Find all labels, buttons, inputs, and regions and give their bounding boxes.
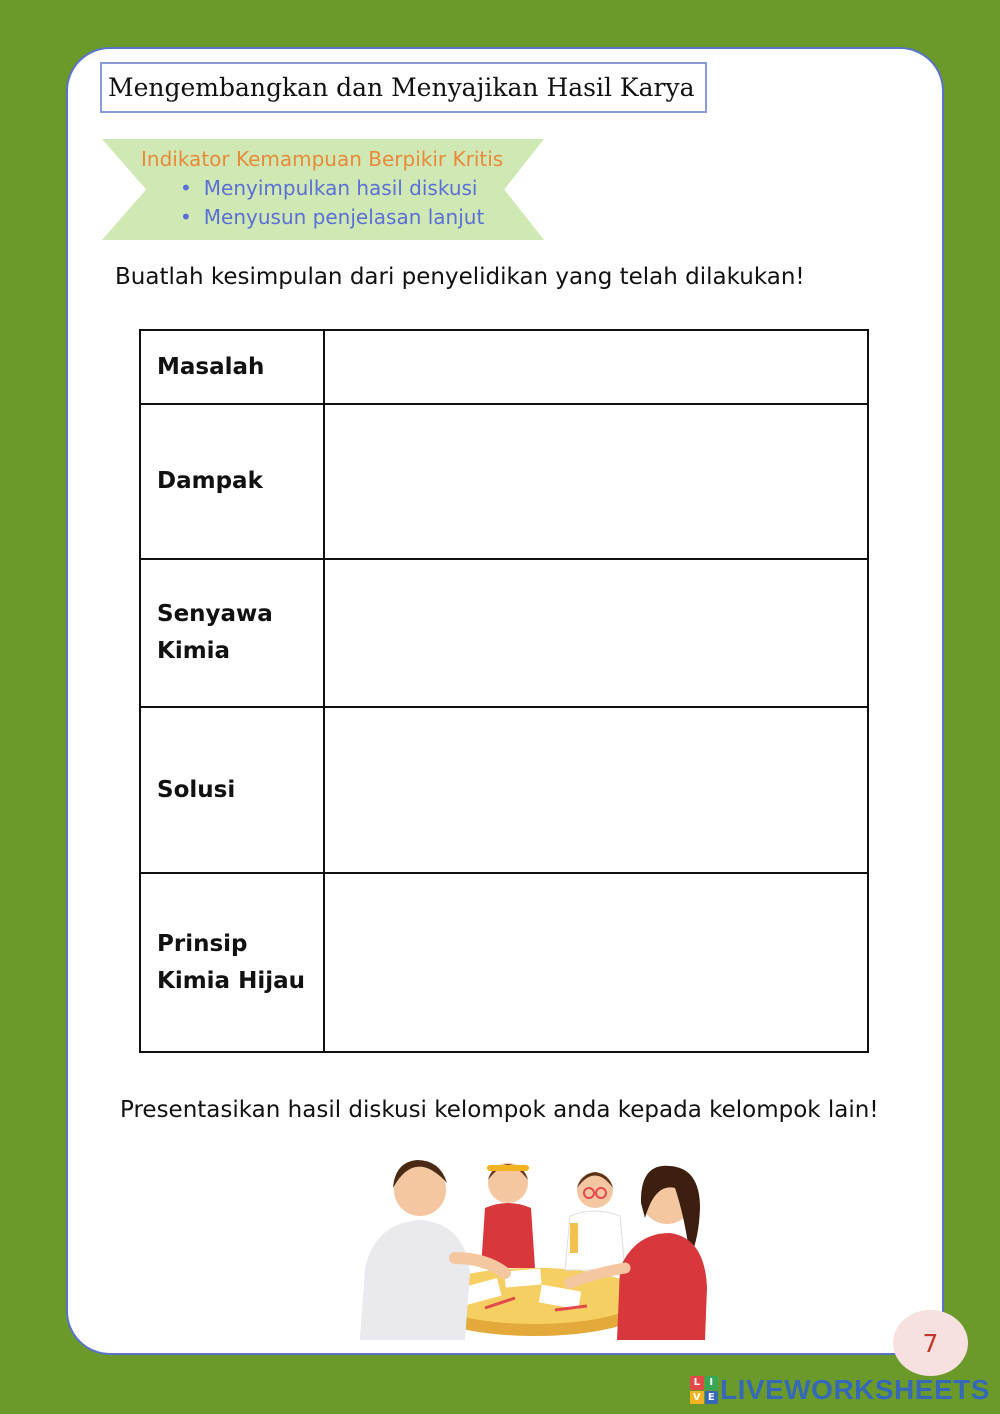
answer-cell-masalah[interactable] <box>324 330 868 404</box>
page-title: Mengembangkan dan Menyajikan Hasil Karya <box>108 73 695 102</box>
row-label-dampak: Dampak <box>140 404 324 559</box>
row-label-prinsip-kimia-hijau: Prinsip Kimia Hijau <box>140 873 324 1052</box>
table-row <box>140 404 868 559</box>
indicator-item: • Menyusun penjelasan lanjut <box>180 205 484 229</box>
answer-cell-dampak[interactable] <box>324 404 868 559</box>
answer-cell-prinsip-kimia-hijau[interactable] <box>324 873 868 1052</box>
row-label-masalah: Masalah <box>140 330 324 404</box>
instruction-presentation: Presentasikan hasil diskusi kelompok anda kepada kelompok lain! <box>120 1097 879 1123</box>
table-row <box>140 873 868 1052</box>
page-title-box <box>100 62 707 113</box>
answer-cell-senyawa-kimia[interactable] <box>324 559 868 707</box>
indicator-heading: Indikator Kemampuan Berpikir Kritis <box>141 147 504 171</box>
conclusion-table <box>139 329 869 1053</box>
row-label-solusi: Solusi <box>140 707 324 873</box>
instruction-conclusion: Buatlah kesimpulan dari penyelidikan yang telah dilakukan! <box>115 264 805 290</box>
table-row <box>140 559 868 707</box>
liveworksheets-brand[interactable] <box>690 1373 990 1407</box>
brand-name: LIVEWORKSHEETS <box>720 1374 990 1405</box>
liveworksheets-logo-icon: L I V E <box>690 1376 718 1404</box>
row-label-senyawa-kimia: Senyawa Kimia <box>140 559 324 707</box>
table-row <box>140 330 868 404</box>
page-number: 7 <box>893 1310 968 1376</box>
group-discussion-illustration <box>355 1148 715 1340</box>
answer-cell-solusi[interactable] <box>324 707 868 873</box>
table-row <box>140 707 868 873</box>
indicator-item: • Menyimpulkan hasil diskusi <box>180 176 477 200</box>
